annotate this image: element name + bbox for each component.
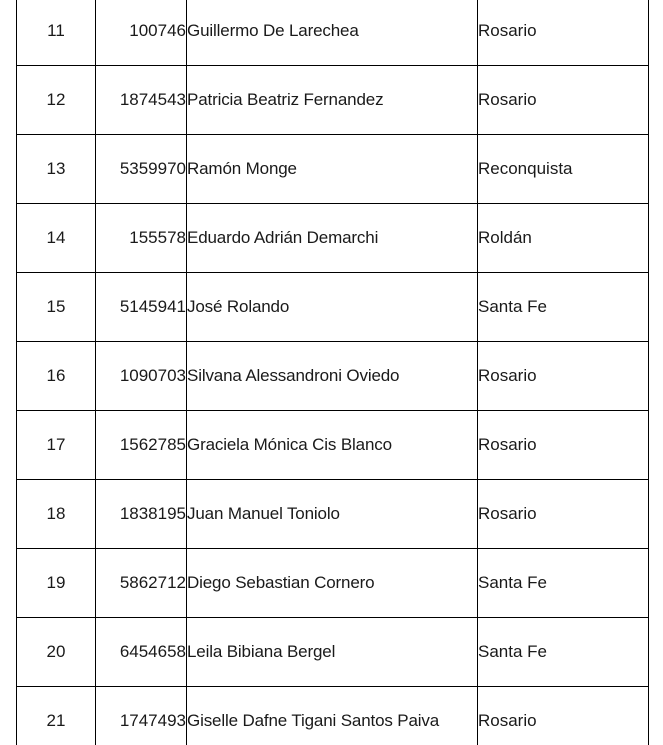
- row-index-cell: 14: [17, 204, 96, 273]
- row-index-cell: 16: [17, 342, 96, 411]
- member-id-cell: 5359970: [96, 135, 187, 204]
- member-city-cell: Roldán: [478, 204, 649, 273]
- member-name-cell: Leila Bibiana Bergel: [187, 618, 478, 687]
- member-id-cell: 100746: [96, 0, 187, 66]
- member-name-cell: Ramón Monge: [187, 135, 478, 204]
- table-row[interactable]: [17, 66, 649, 135]
- roster-table: [16, 0, 649, 745]
- row-index-cell: 12: [17, 66, 96, 135]
- table-row[interactable]: [17, 342, 649, 411]
- member-city-cell: Santa Fe: [478, 273, 649, 342]
- member-id-cell: 1090703: [96, 342, 187, 411]
- row-index-cell: 17: [17, 411, 96, 480]
- member-id-cell: 155578: [96, 204, 187, 273]
- member-name-cell: Silvana Alessandroni Oviedo: [187, 342, 478, 411]
- member-id-cell: 1838195: [96, 480, 187, 549]
- row-index-cell: 21: [17, 687, 96, 745]
- member-city-cell: Rosario: [478, 411, 649, 480]
- member-city-cell: Rosario: [478, 687, 649, 745]
- member-name-cell: Eduardo Adrián Demarchi: [187, 204, 478, 273]
- row-index-cell: 13: [17, 135, 96, 204]
- member-id-cell: 1747493: [96, 687, 187, 745]
- member-id-cell: 5862712: [96, 549, 187, 618]
- table-row[interactable]: [17, 135, 649, 204]
- table-row[interactable]: [17, 618, 649, 687]
- table-row[interactable]: [17, 549, 649, 618]
- member-name-cell: Diego Sebastian Cornero: [187, 549, 478, 618]
- member-city-cell: Rosario: [478, 0, 649, 66]
- roster-table-body: [17, 0, 649, 745]
- table-row[interactable]: [17, 0, 649, 66]
- member-id-cell: 1874543: [96, 66, 187, 135]
- member-city-cell: Santa Fe: [478, 549, 649, 618]
- table-row[interactable]: [17, 480, 649, 549]
- table-viewport: [16, 0, 648, 745]
- member-name-cell: Juan Manuel Toniolo: [187, 480, 478, 549]
- row-index-cell: 15: [17, 273, 96, 342]
- row-index-cell: 19: [17, 549, 96, 618]
- member-name-cell: Giselle Dafne Tigani Santos Paiva: [187, 687, 478, 745]
- table-row[interactable]: [17, 687, 649, 745]
- table-row[interactable]: [17, 273, 649, 342]
- member-name-cell: José Rolando: [187, 273, 478, 342]
- member-name-cell: Guillermo De Larechea: [187, 0, 478, 66]
- row-index-cell: 20: [17, 618, 96, 687]
- member-name-cell: Patricia Beatriz Fernandez: [187, 66, 478, 135]
- table-row[interactable]: [17, 204, 649, 273]
- member-id-cell: 6454658: [96, 618, 187, 687]
- member-id-cell: 5145941: [96, 273, 187, 342]
- member-city-cell: Reconquista: [478, 135, 649, 204]
- member-city-cell: Rosario: [478, 480, 649, 549]
- member-city-cell: Santa Fe: [478, 618, 649, 687]
- row-index-cell: 18: [17, 480, 96, 549]
- member-id-cell: 1562785: [96, 411, 187, 480]
- table-row[interactable]: [17, 411, 649, 480]
- member-city-cell: Rosario: [478, 342, 649, 411]
- member-city-cell: Rosario: [478, 66, 649, 135]
- row-index-cell: 11: [17, 0, 96, 66]
- member-name-cell: Graciela Mónica Cis Blanco: [187, 411, 478, 480]
